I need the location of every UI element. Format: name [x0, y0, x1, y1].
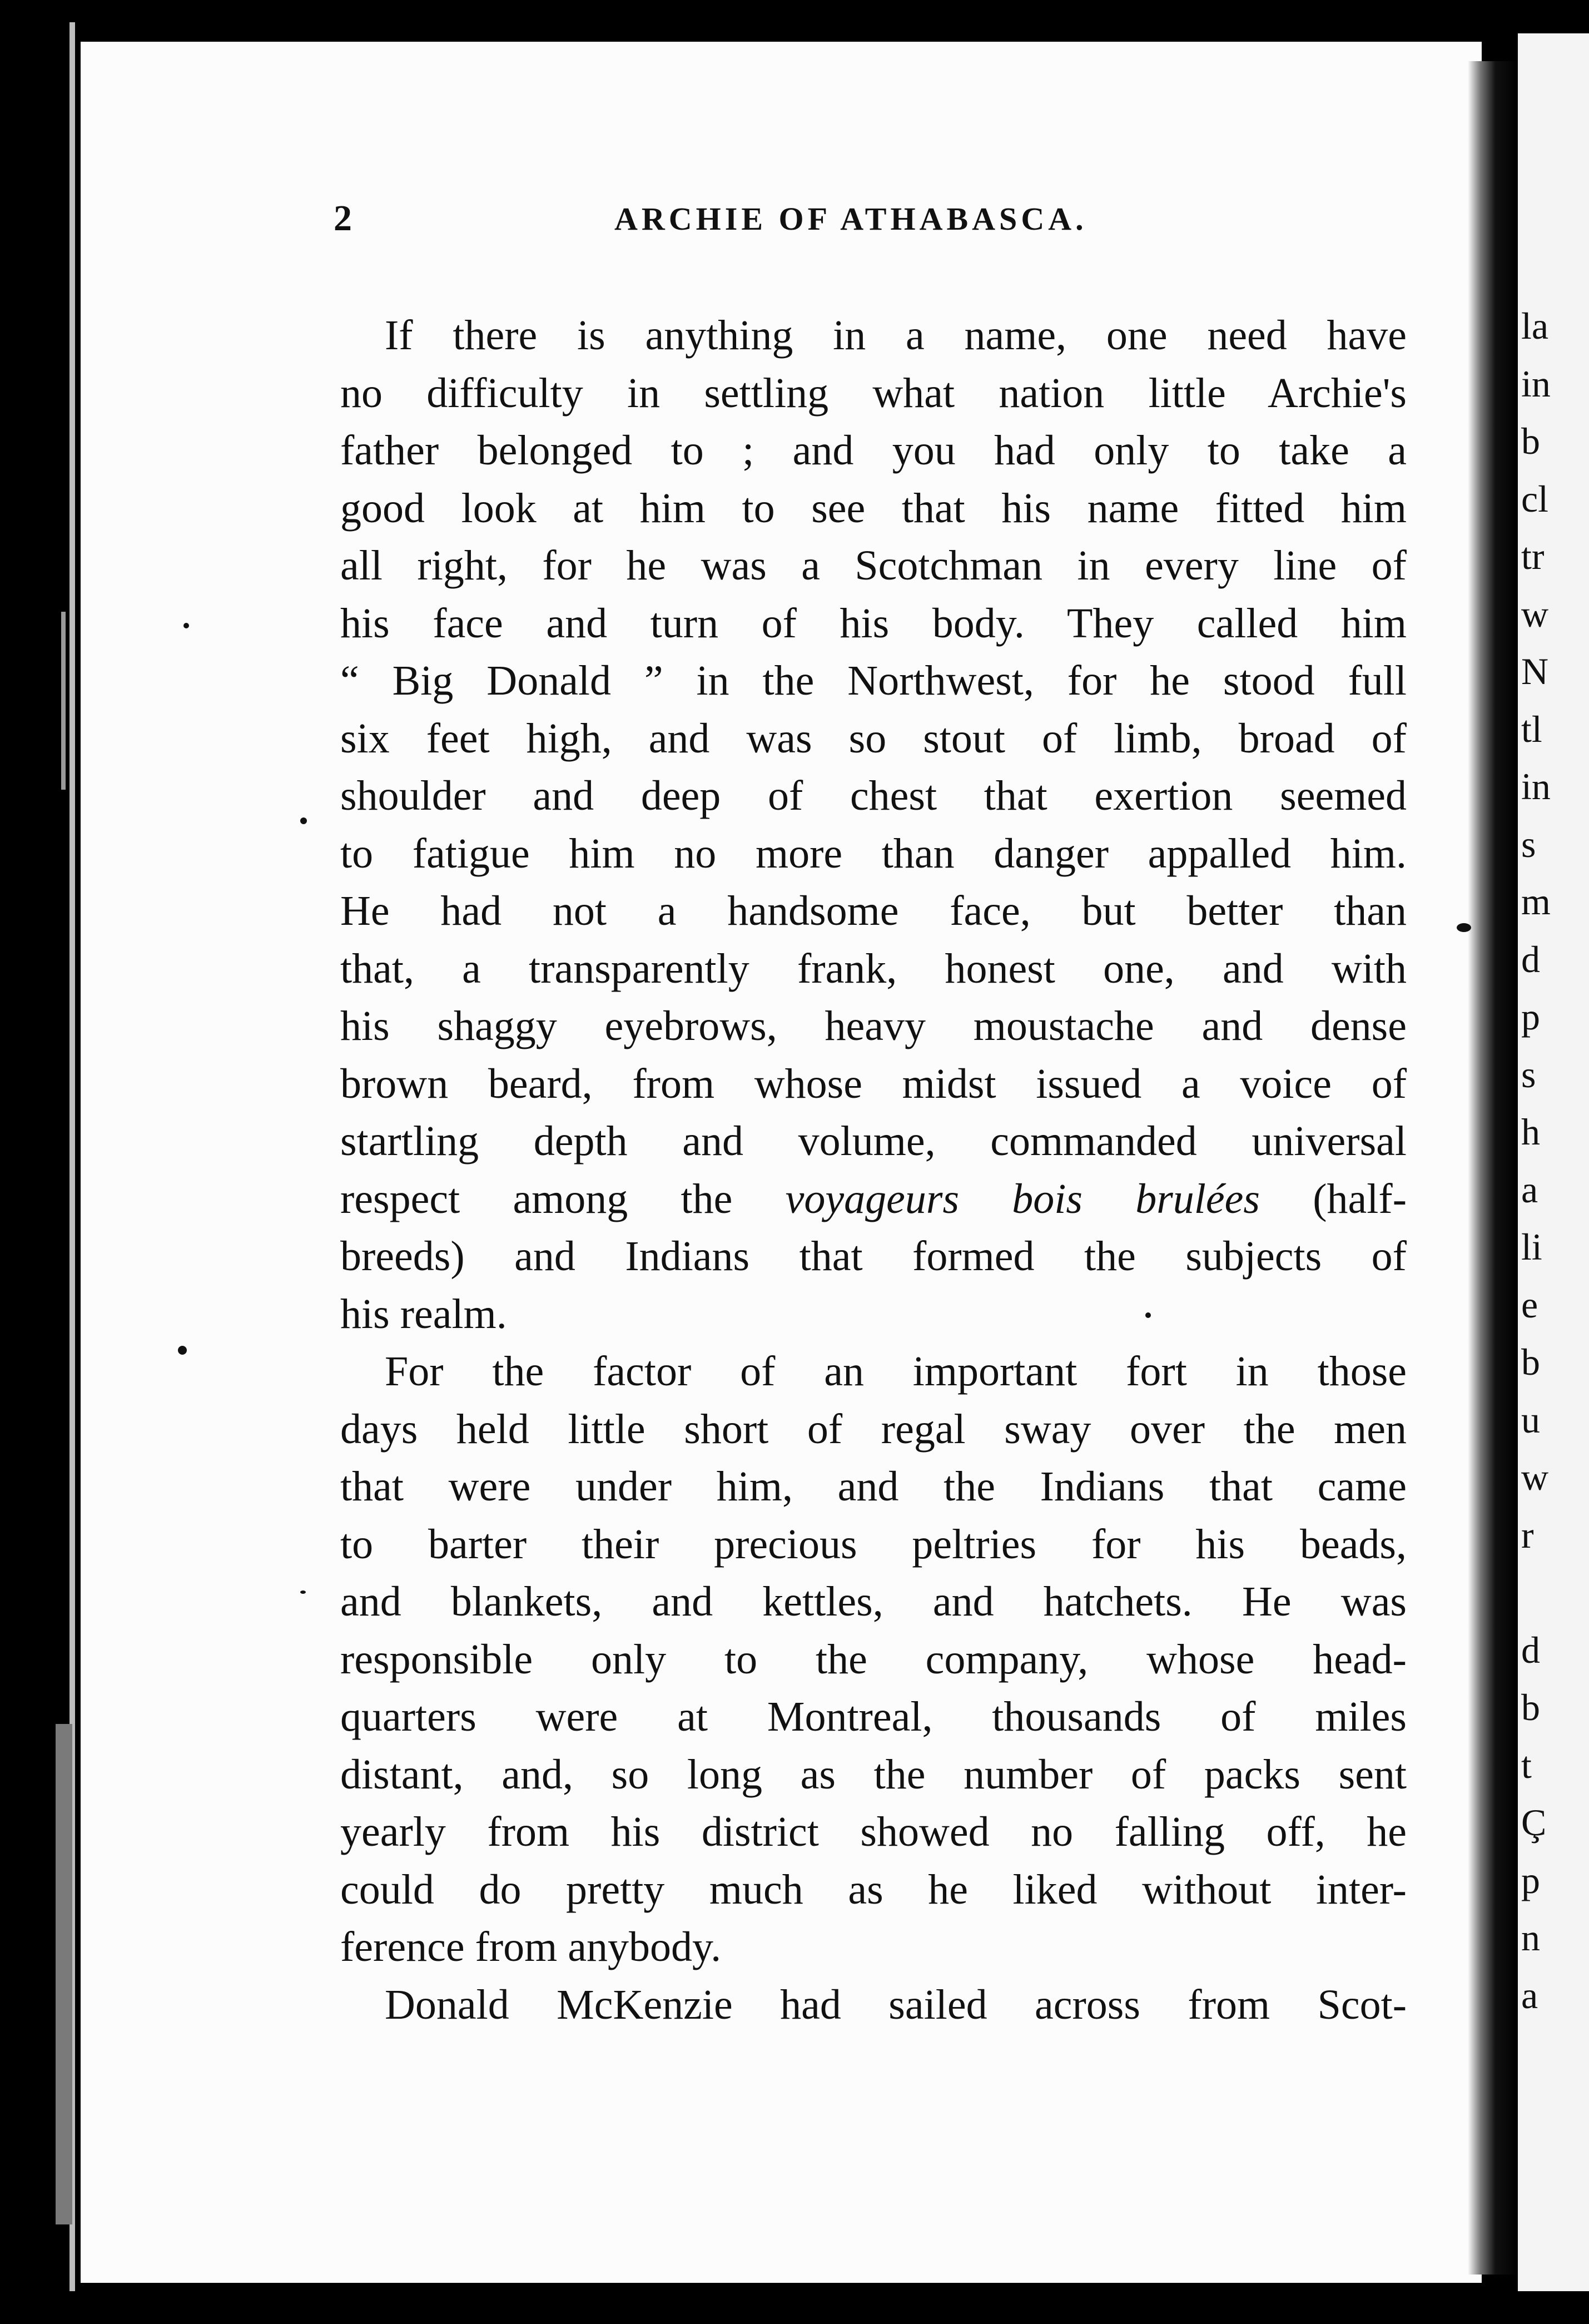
facing-page-fragment: cl — [1521, 477, 1549, 520]
text-segment: (half- — [1259, 1175, 1407, 1222]
text-line: For the factor of an important fort in those — [385, 1348, 1407, 1395]
text-line: his face and turn of his body. They called him — [340, 599, 1407, 647]
scan-left-border — [0, 0, 78, 2324]
dust-speck — [1457, 923, 1471, 932]
facing-page-fragment: a — [1521, 1168, 1538, 1211]
facing-page-fragment: w — [1521, 1456, 1549, 1498]
facing-page-fragment: la — [1521, 305, 1549, 347]
facing-page-fragment: s — [1521, 822, 1536, 865]
facing-page-fragment: p — [1521, 1859, 1540, 1901]
body-text — [340, 307, 1407, 2034]
text-line: yearly from his district showed no falling off, he — [340, 1808, 1407, 1855]
text-line: good look at him to see that his name fitted him — [340, 484, 1407, 532]
italic-phrase: voyageurs bois brulées — [785, 1175, 1260, 1222]
running-title: ARCHIE OF ATHABASCA. — [614, 201, 1088, 237]
facing-page-fragment: b — [1521, 1341, 1540, 1383]
text-line: breeds) and Indians that formed the subjects of — [340, 1233, 1407, 1280]
facing-page-sliver — [1518, 33, 1589, 2291]
facing-page-fragment: N — [1521, 650, 1549, 692]
facing-page-fragment: u — [1521, 1398, 1540, 1441]
text-line: If there is anything in a name, one need have — [385, 312, 1407, 359]
facing-page-fragment: d — [1521, 938, 1540, 980]
text-line: to fatigue him no more than danger appalled him. — [340, 830, 1407, 877]
facing-page-fragment: a — [1521, 1974, 1538, 2016]
facing-page-fragment: d — [1521, 1628, 1540, 1671]
facing-page-fragment: s — [1521, 1053, 1536, 1096]
facing-page-fragment: n — [1521, 1916, 1540, 1959]
text-line: no difficulty in settling what nation little Archie's — [340, 369, 1407, 417]
facing-page-fragment: e — [1521, 1283, 1538, 1326]
text-line: ference from anybody. — [340, 1924, 722, 1970]
dust-speck — [178, 1346, 187, 1355]
text-line: his shaggy eyebrows, heavy moustache and dense — [340, 1003, 1407, 1049]
page-gutter-shadow — [1468, 61, 1518, 2275]
text-line: that, a transparently frank, honest one, and with — [340, 945, 1407, 992]
facing-page-fragment: b — [1521, 1686, 1540, 1728]
facing-page-fragment: r — [1521, 1513, 1534, 1556]
text-line: quarters were at Montreal, thousands of miles — [340, 1693, 1407, 1740]
text-line: his realm. — [340, 1290, 507, 1337]
text-line: “ Big Donald ” in the Northwest, for he stood full — [340, 657, 1407, 704]
facing-page-fragment: tl — [1521, 707, 1542, 750]
facing-page-fragment: in — [1521, 362, 1551, 405]
text-line: He had not a handsome face, but better than — [340, 888, 1407, 934]
facing-page-fragment: in — [1521, 765, 1551, 807]
dust-speck — [183, 623, 189, 628]
text-line: and blankets, and kettles, and hatchets. He was — [340, 1578, 1407, 1625]
facing-page-fragment: tr — [1521, 535, 1545, 577]
dust-speck — [1145, 1312, 1151, 1318]
text-line: distant, and, so long as the number of packs sent — [340, 1751, 1407, 1798]
facing-page-fragment: b — [1521, 420, 1540, 462]
text-line: responsible only to the company, whose head- — [340, 1636, 1407, 1683]
facing-page-fragment: w — [1521, 592, 1549, 635]
facing-page-fragment: t — [1521, 1743, 1532, 1786]
text-line: Donald McKenzie had sailed across from Scot- — [385, 1981, 1407, 2028]
page-number: 2 — [334, 198, 353, 239]
text-line: six feet high, and was so stout of limb, broad of — [340, 715, 1407, 762]
facing-page-fragment: Ç — [1521, 1801, 1547, 1844]
dust-speck — [300, 817, 307, 824]
facing-page-fragment: m — [1521, 880, 1551, 923]
facing-page-fragment: li — [1521, 1226, 1542, 1268]
text-line: all right, for he was a Scotchman in every line of — [340, 542, 1407, 589]
dust-speck — [300, 1590, 306, 1594]
facing-page-fragment: p — [1521, 995, 1540, 1038]
text-line: brown beard, from whose midst issued a voice of — [340, 1060, 1407, 1107]
text-line: father belonged to ; and you had only to take a — [340, 427, 1407, 474]
text-segment: respect among the — [340, 1175, 786, 1222]
text-line: days held little short of regal sway over the men — [340, 1405, 1407, 1453]
facing-page-fragment: h — [1521, 1111, 1540, 1153]
text-line: that were under him, and the Indians that came — [340, 1463, 1407, 1510]
text-line — [340, 1171, 1407, 1228]
text-line: could do pretty much as he liked without inter- — [340, 1866, 1407, 1913]
text-line: startling depth and volume, commanded universal — [340, 1118, 1407, 1165]
text-line: to barter their precious peltries for his beads, — [340, 1520, 1407, 1568]
text-line: shoulder and deep of chest that exertion seemed — [340, 772, 1407, 819]
